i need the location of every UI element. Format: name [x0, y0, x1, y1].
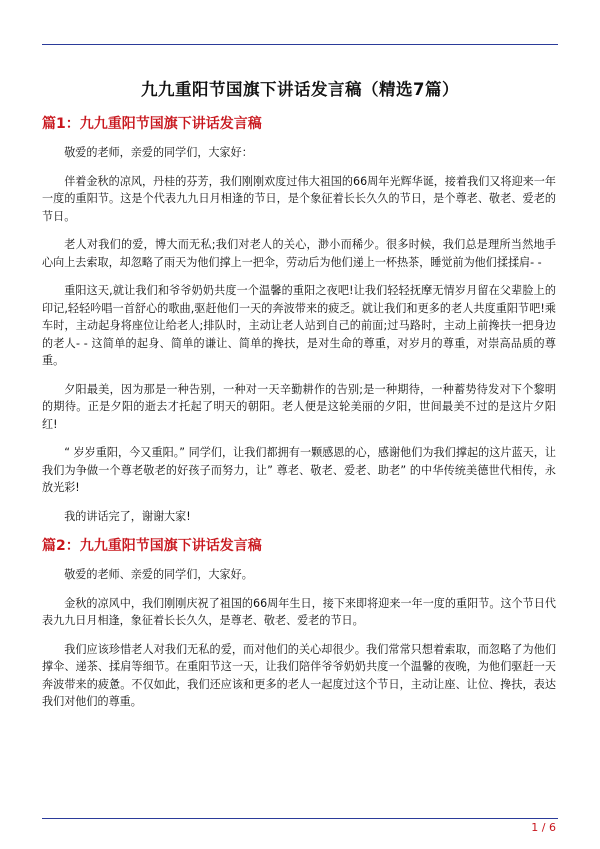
paragraph: 老人对我们的爱，博大而无私;我们对老人的关心，渺小而稀少。很多时候，我们总是理所当然地手心向上去索取，却忽略了雨天为他们撑上一把伞，劳动后为他们递上一杯热茶，睡觉前为他们揉揉肩- - — [42, 238, 556, 269]
paragraph: 金秋的凉风中，我们刚刚庆祝了祖国的66周年生日，接下来即将迎来一年一度的重阳节。这个节日代表九九日月相逢，象征着长长久久，是尊老、敬老、爱老的节日。 — [42, 596, 556, 627]
paragraph: 重阳这天,就让我们和爷爷奶奶共度一个温馨的重阳之夜吧!让我们轻轻抚摩无情岁月留在父辈脸上的印记,轻轻吟唱一首舒心的歌曲,驱赶他们一天的奔波带来的疲乏。就让我们和更多的老人共度重阳节吧!乘车时，主动起身将座位让给老人;排队时，主动让老人站到自己的前面;过马路时，主动上前搀扶一把身边的老人- - 这简单的起身、简单的谦让、简单的搀扶，是对生命的尊重，对岁月的尊重，对崇高品质的尊重。 — [42, 284, 556, 367]
paragraph: 敬爱的老师、亲爱的同学们，大家好。 — [64, 568, 253, 581]
paragraph: 伴着金秋的凉风，丹桂的芬芳，我们刚刚欢度过伟大祖国的66周年光辉华诞，接着我们又将迎来一年一度的重阳节。这是个代表九九日月相逢的节日，是个象征着长长久久的节日，是个尊老、敬老、爱老的节日。 — [42, 174, 556, 223]
page-number: 1 / 6 — [531, 821, 556, 834]
paragraph: “ 岁岁重阳，今又重阳。” 同学们，让我们都拥有一颗感恩的心，感谢他们为我们撑起的这片蓝天，让我们为争做一个尊老敬老的好孩子而努力，让” 尊老、敬老、爱老、助老” 的中华传统美德世代相传，永放光彩! — [42, 446, 556, 494]
paragraph: 敬爱的老师，亲爱的同学们，大家好： — [64, 146, 253, 159]
section-1 — [42, 114, 556, 525]
document-title: 九九重阳节国旗下讲话发言稿（精选7篇） — [141, 80, 459, 99]
section-heading: 篇1：九九重阳节国旗下讲话发言稿 — [42, 116, 262, 132]
footer-rule — [42, 818, 558, 819]
paragraph: 我的讲话完了，谢谢大家! — [64, 509, 191, 523]
section-2 — [42, 536, 556, 711]
header-rule — [42, 44, 558, 45]
section-heading: 篇2：九九重阳节国旗下讲话发言稿 — [42, 538, 262, 554]
document-body — [42, 114, 556, 722]
paragraph: 夕阳最美，因为那是一种告别，一种对一天辛勤耕作的告别;是一种期待，一种蓄势待发对下个黎明的期待。正是夕阳的逝去才托起了明天的朝阳。老人便是这轮美丽的夕阳，世间最美不过的是这片夕阳红! — [42, 382, 556, 431]
paragraph: 我们应该珍惜老人对我们无私的爱，而对他们的关心却很少。我们常常只想着索取，而忽略了为他们撑伞、递茶、揉肩等细节。在重阳节这一天，让我们陪伴爷爷奶奶共度一个温馨的夜晚，为他们驱赶一天奔波带来的疲惫。不仅如此，我们还应该和更多的老人一起度过这个节日，主动让座、让位、搀扶，表达我们对他们的尊重。 — [42, 642, 556, 708]
